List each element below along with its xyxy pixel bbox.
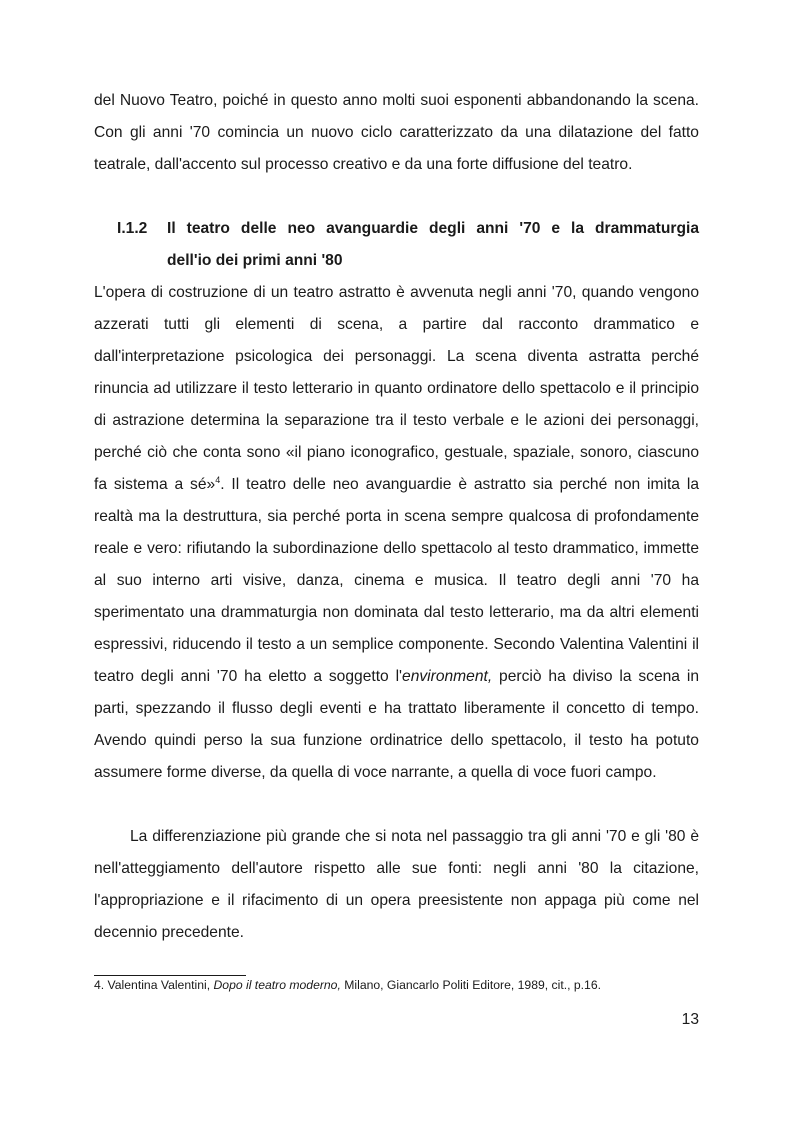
section-number: I.1.2: [117, 220, 148, 237]
main-paragraph: [94, 277, 699, 789]
second-paragraph: La differenziazione più grande che si nota nel passaggio tra gli anni '70 e gli '80 è nell'atteggiamento dell'autore rispetto alle sue fonti: negli anni '80 la citazione, l'appropriazione e il rifacimento di un opera preesistente non appaga più come nel decennio precedente.: [94, 828, 699, 941]
main-paragraph-part1: L'opera di costruzione di un teatro astratto è avvenuta negli anni '70, quando vengono azzerati tutti gli elementi di scena, a partire dal racconto drammatico e dall'interpretazione psicologica dei personaggi. La scena diventa astratta perché rinuncia ad utilizzare il testo letterario in quanto ordinatore dello spettacolo e il principio di astrazione determina la separazione tra il testo verbale e le azioni dei personaggi, perché ciò che conta sono «il piano iconografico, gestuale, spaziale, sonoro, ciascuno fa sistema a sé»: [94, 284, 699, 493]
page-number: 13: [681, 1011, 699, 1028]
intro-paragraph: del Nuovo Teatro, poiché in questo anno molti suoi esponenti abbandonando la scena. Con gli anni '70 comincia un nuovo ciclo caratterizzato da una dilatazione del fatto teatrale, dall'accento sul processo creativo e da una forte diffusione del teatro.: [94, 92, 699, 173]
footnote-reference: 4: [215, 474, 221, 485]
footnote: [94, 976, 699, 994]
footnote-prefix: 4. Valentina Valentini,: [94, 978, 214, 992]
section-heading: [94, 213, 699, 277]
footnote-book-title: Dopo il teatro moderno,: [213, 978, 341, 992]
footnote-rest: Milano, Giancarlo Politi Editore, 1989, cit., p.16.: [340, 978, 601, 992]
main-paragraph-part2: . Il teatro delle neo avanguardie è astratto sia perché non imita la realtà ma la destruttura, sia perché porta in scena sempre qualcosa di profondamente reale e vero: rifiutando la subordinazione dello spettacolo al testo drammatico, immette al suo interno arti visive, danza, cinema e musica. Il teatro degli anni '70 ha sperimentato una drammaturgia non dominata dal testo letterario, ma da altri elementi espressivi, riducendo il testo a un semplice componente. Secondo Valentina Valentini il teatro degli anni '70 ha eletto a soggetto l': [94, 476, 699, 685]
main-paragraph-part3: perciò ha diviso la scena in parti, spezzando il flusso degli eventi e ha trattato liberamente il concetto di tempo. Avendo quindi perso la sua funzione ordinatrice dello spettacolo, il testo ha potuto assumere forme diverse, da quella di voce narrante, a quella di voce fuori campo.: [94, 668, 699, 781]
section-title-line1: Il teatro delle neo avanguardie degli anni '70 e la drammaturgia: [167, 220, 699, 237]
section-heading-row: [94, 213, 699, 245]
italic-term: environment,: [402, 668, 493, 685]
section-title-line2: dell'io dei primi anni '80: [167, 252, 343, 269]
